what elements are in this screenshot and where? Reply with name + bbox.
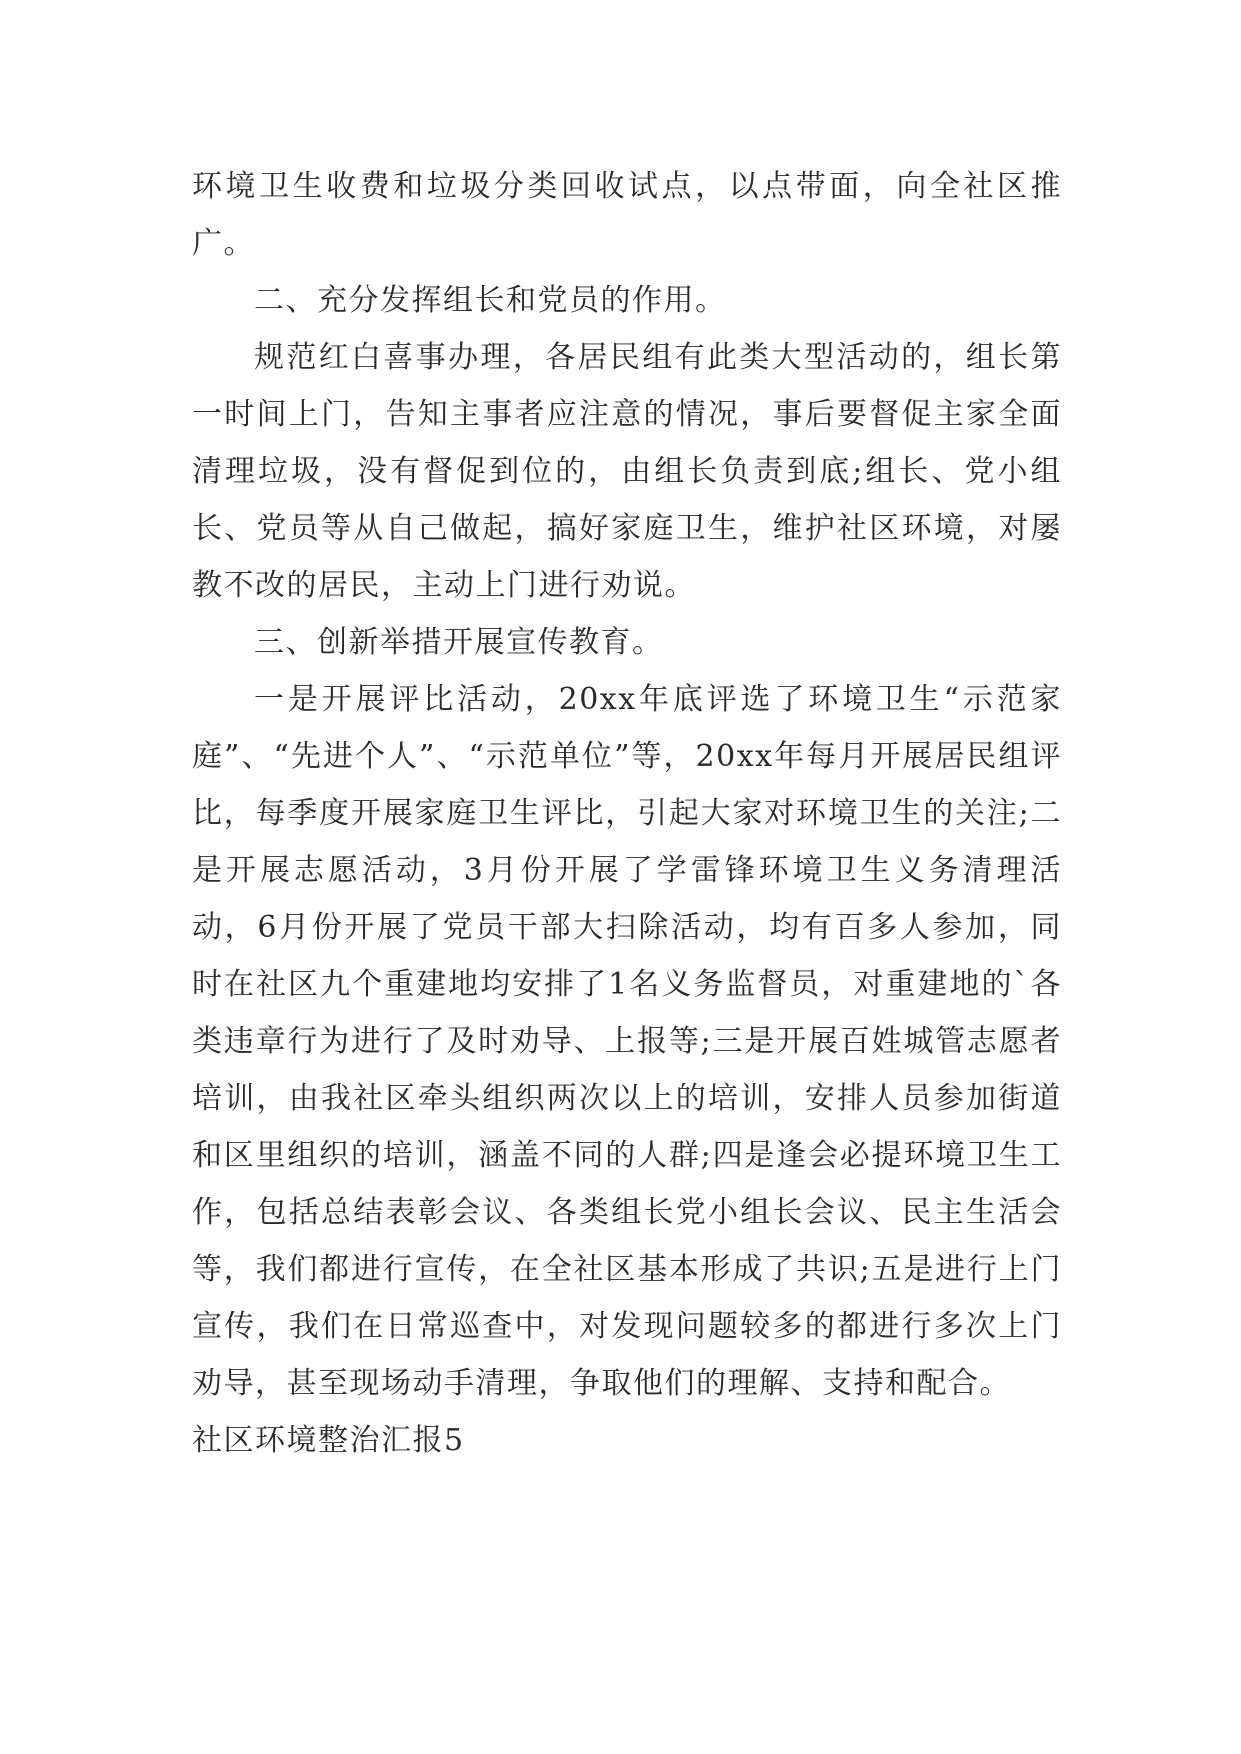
section-heading-three: 三、创新举措开展宣传教育。: [254, 625, 664, 660]
next-section-title: 社区环境整治汇报5: [192, 1423, 465, 1458]
paragraph-leaders-role: 规范红白喜事办理，各居民组有此类大型活动的，组长第一时间上门，告知主事者应注意的情况，事后要督促主家全面清理垃圾，没有督促到位的，由组长负责到底;组长、党小组长、党员等从自己做起，搞好家庭卫生，维护社区环境，对屡教不改的居民，主动上门进行劝说。: [192, 340, 1062, 603]
paragraph-publicity-measures: 一是开展评比活动，20xx年底评选了环境卫生“示范家庭”、“先进个人”、“示范单位”等，20xx年每月开展居民组评比，每季度开展家庭卫生评比，引起大家对环境卫生的关注;二是开展志愿活动，3月份开展了学雷锋环境卫生义务清理活动，6月份开展了党员干部大扫除活动，均有百多人参加，同时在社区九个重建地均安排了1名义务监督员，对重建地的`各类违章行为进行了及时劝导、上报等;三是开展百姓城管志愿者培训，由我社区牵头组织两次以上的培训，安排人员参加街道和区里组织的培训，涵盖不同的人群;四是逢会必提环境卫生工作，包括总结表彰会议、各类组长党小组长会议、民主生活会等，我们都进行宣传，在全社区基本形成了共识;五是进行上门宣传，我们在日常巡查中，对发现问题较多的都进行多次上门劝导，甚至现场动手清理，争取他们的理解、支持和配合。: [192, 682, 1062, 1401]
paragraph-continuation: 环境卫生收费和垃圾分类回收试点，以点带面，向全社区推广。: [192, 169, 1062, 261]
document-body: [192, 158, 1062, 1469]
section-heading-two: 二、充分发挥组长和党员的作用。: [254, 283, 727, 318]
